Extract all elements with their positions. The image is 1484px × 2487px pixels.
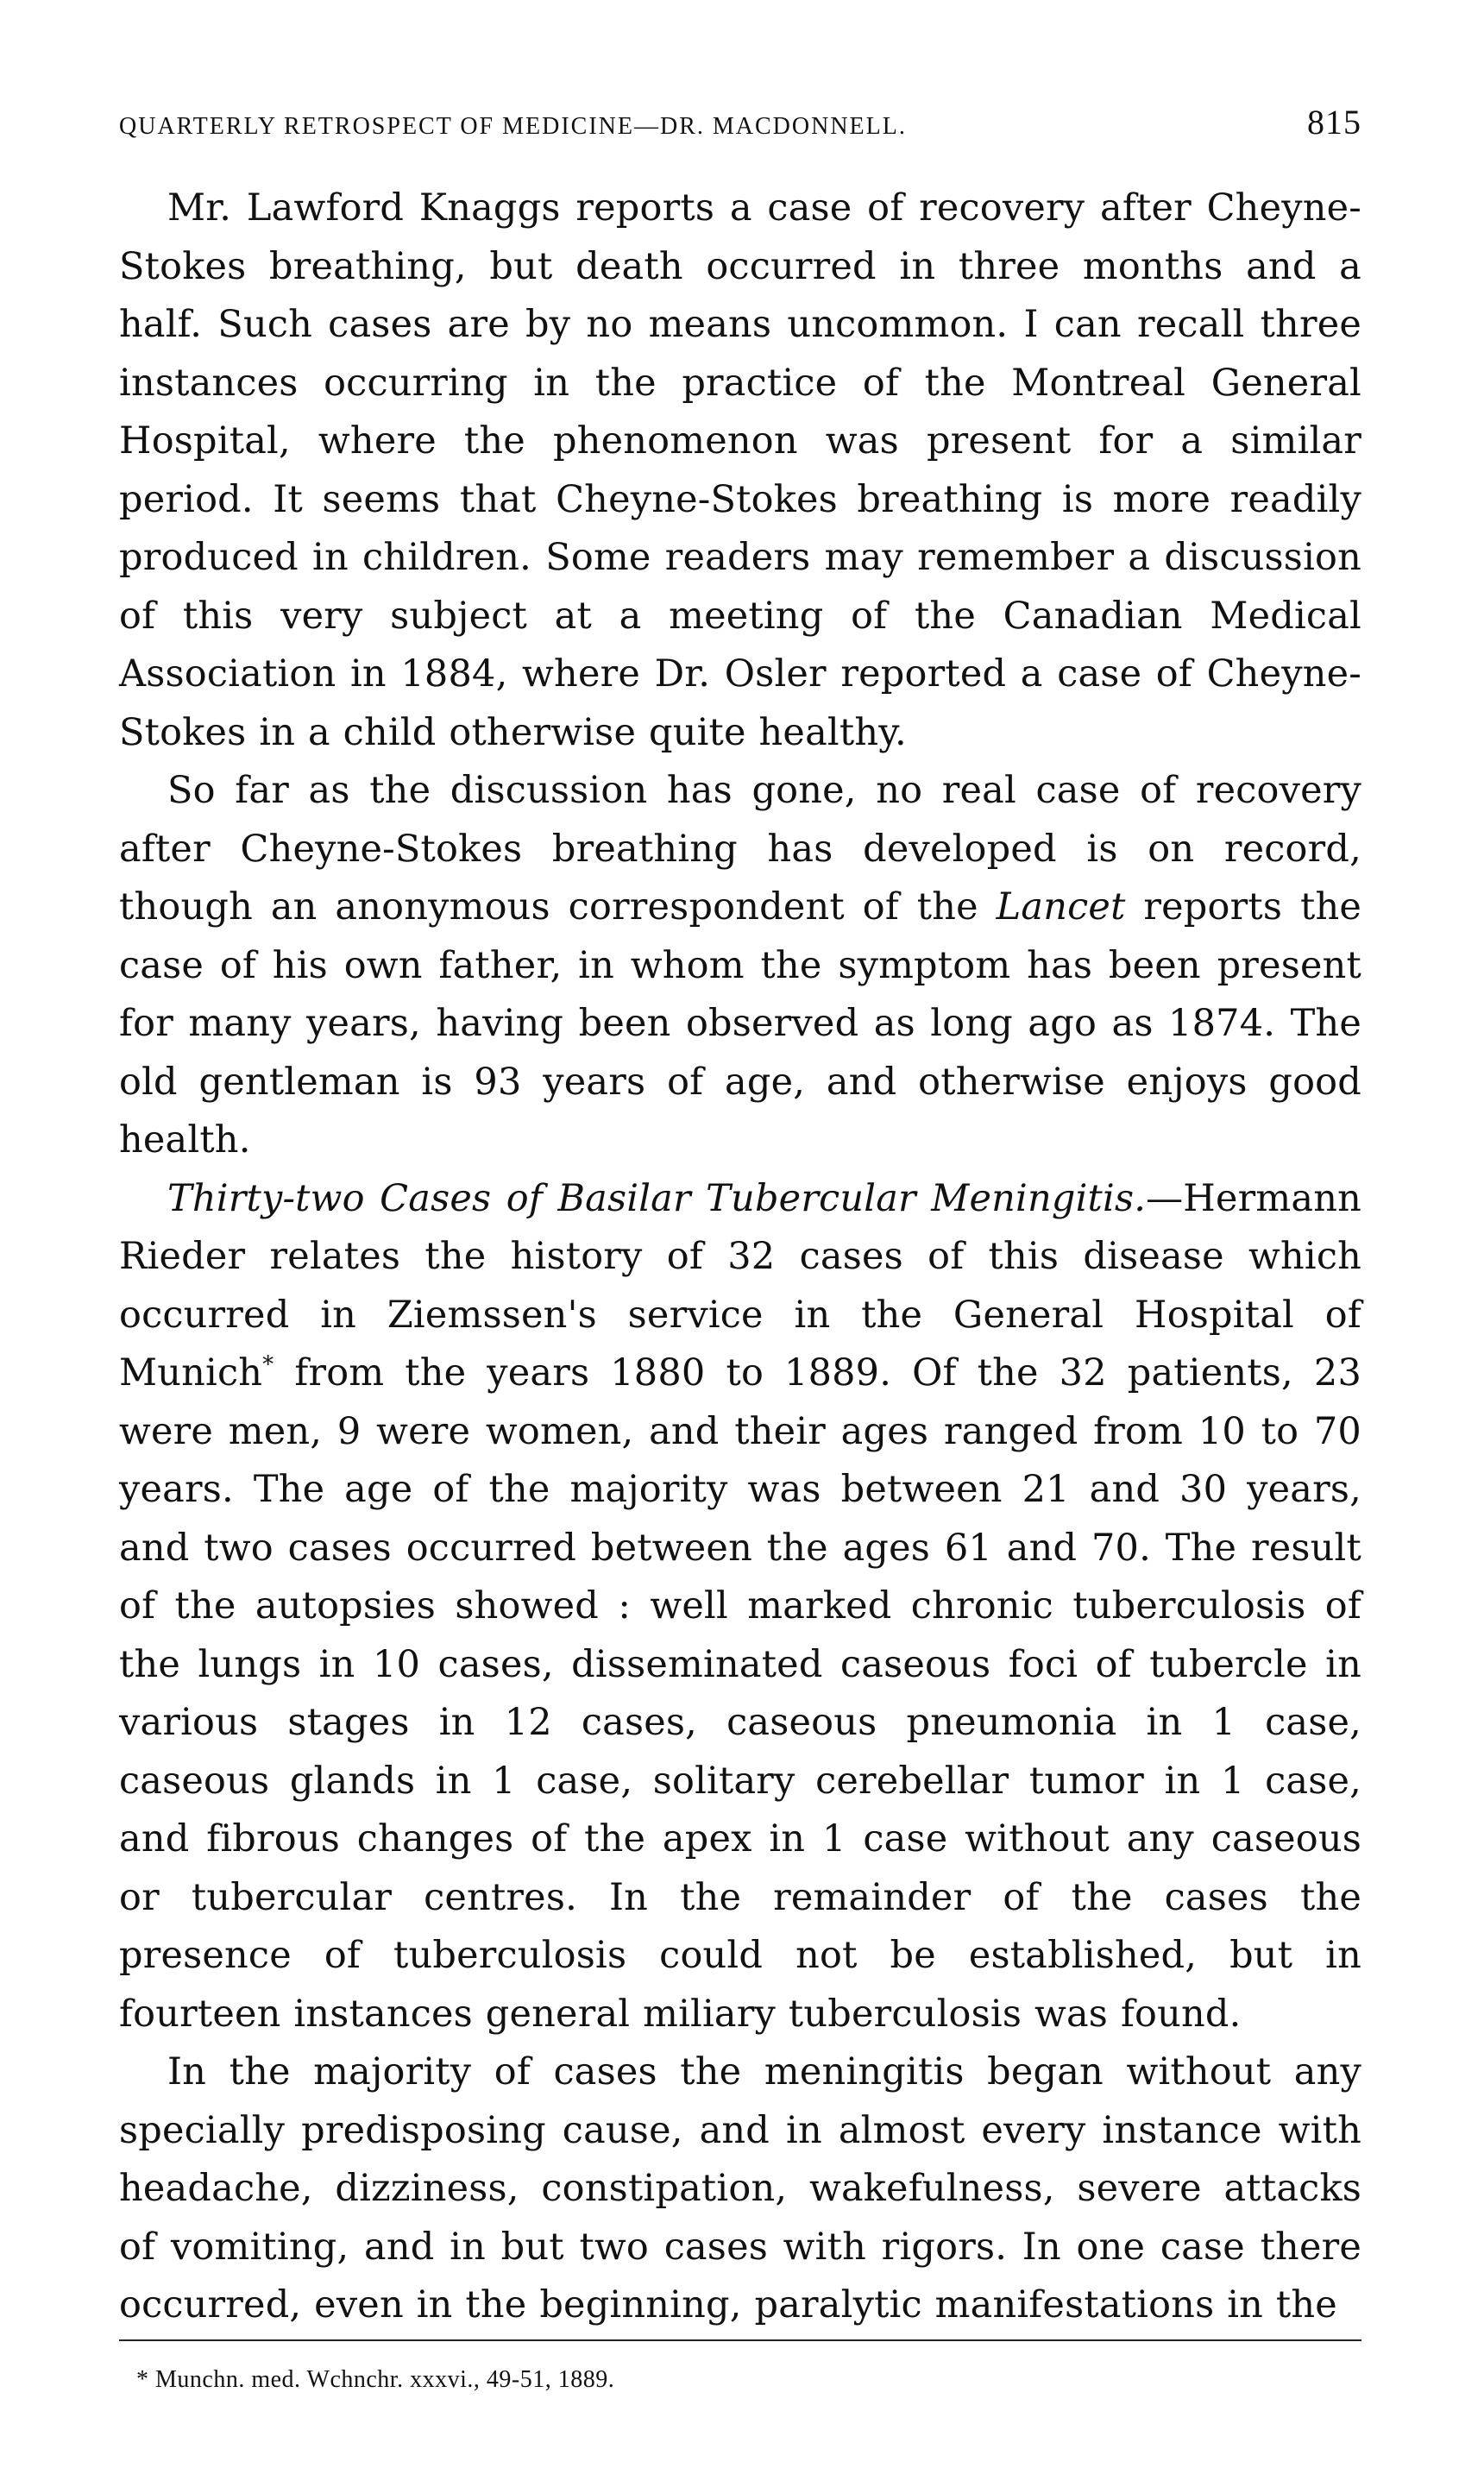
section-title: Thirty-two Cases of Basilar Tubercular Meningitis. <box>167 1176 1147 1220</box>
footnote: * Munchn. med. Wchnchr. xxxvi., 49-51, 1889. <box>136 2366 615 2393</box>
journal-title: Lancet <box>996 885 1126 929</box>
paragraph-lancet-case <box>119 762 1361 1170</box>
book-page <box>119 102 1361 2335</box>
paragraph-cheyne-stokes-recovery: Mr. Lawford Knaggs reports a case of recovery after Cheyne-Stokes breathing, but death occurred in three months and a half. Such cases are by no means uncommon. I can recall three instances occurring in the practice of the Montreal General Hospital, where the phenomenon was present for a similar period. It seems that Cheyne-Stokes breathing is more readily produced in children. Some readers may remember a discussion of this very subject at a meeting of the Canadian Medical Association in 1884, where Dr. Osler reported a case of Cheyne-Stokes in a child otherwise quite healthy. <box>119 186 1361 754</box>
page-number: 815 <box>1307 103 1361 142</box>
paragraph-text: reports the case of his own father, in whom the symptom has been present for many years, having been observed as long ago as 1874. The old gentleman is 93 years of age, and otherwise enjoys good health. <box>119 885 1361 1162</box>
body-text <box>119 179 1361 2335</box>
running-head <box>119 102 1361 152</box>
footnote-divider <box>119 2339 1361 2341</box>
running-title: QUARTERLY RETROSPECT OF MEDICINE—DR. MACDONNELL. <box>119 113 907 140</box>
paragraph-symptoms: In the majority of cases the meningitis began without any specially predisposing cause, and in almost every instance with headache, dizziness, constipation, wakefulness, severe attacks of vomiting, and in but two cases with rigors. In one case there occurred, even in the beginning, paralytic manifestations in the <box>119 2050 1361 2326</box>
paragraph-tubercular-meningitis <box>119 1170 1361 2044</box>
paragraph-text: So far as the discussion has gone, no real case of recovery after Cheyne-Stokes breathing has developed is on record, though an anonymous correspondent of the <box>119 769 1361 929</box>
paragraph-text: from the years 1880 to 1889. Of the 32 patients, 23 were men, 9 were women, and their ages ranged from 10 to 70 years. The age of the majority was between 21 and 30 years, and two cases occurred between the ages 61 and 70. The result of the autopsies showed : well marked chronic tuberculosis of the lungs in 10 cases, disseminated caseous foci of tubercle in various stages in 12 cases, caseous pneumonia in 1 case, caseous glands in 1 case, solitary cerebellar tumor in 1 case, and fibrous changes of the apex in 1 case without any caseous or tubercular centres. In the remainder of the cases the presence of tuberculosis could not be established, but in fourteen instances general miliary tuberculosis was found. <box>119 1351 1361 2036</box>
footnote-marker: * <box>262 1351 274 1378</box>
paragraph-text: —Hermann Rieder relates the history of 32 cases of this disease which occurred in Ziemssen's service in the General Hospital of Munich <box>119 1176 1361 1395</box>
